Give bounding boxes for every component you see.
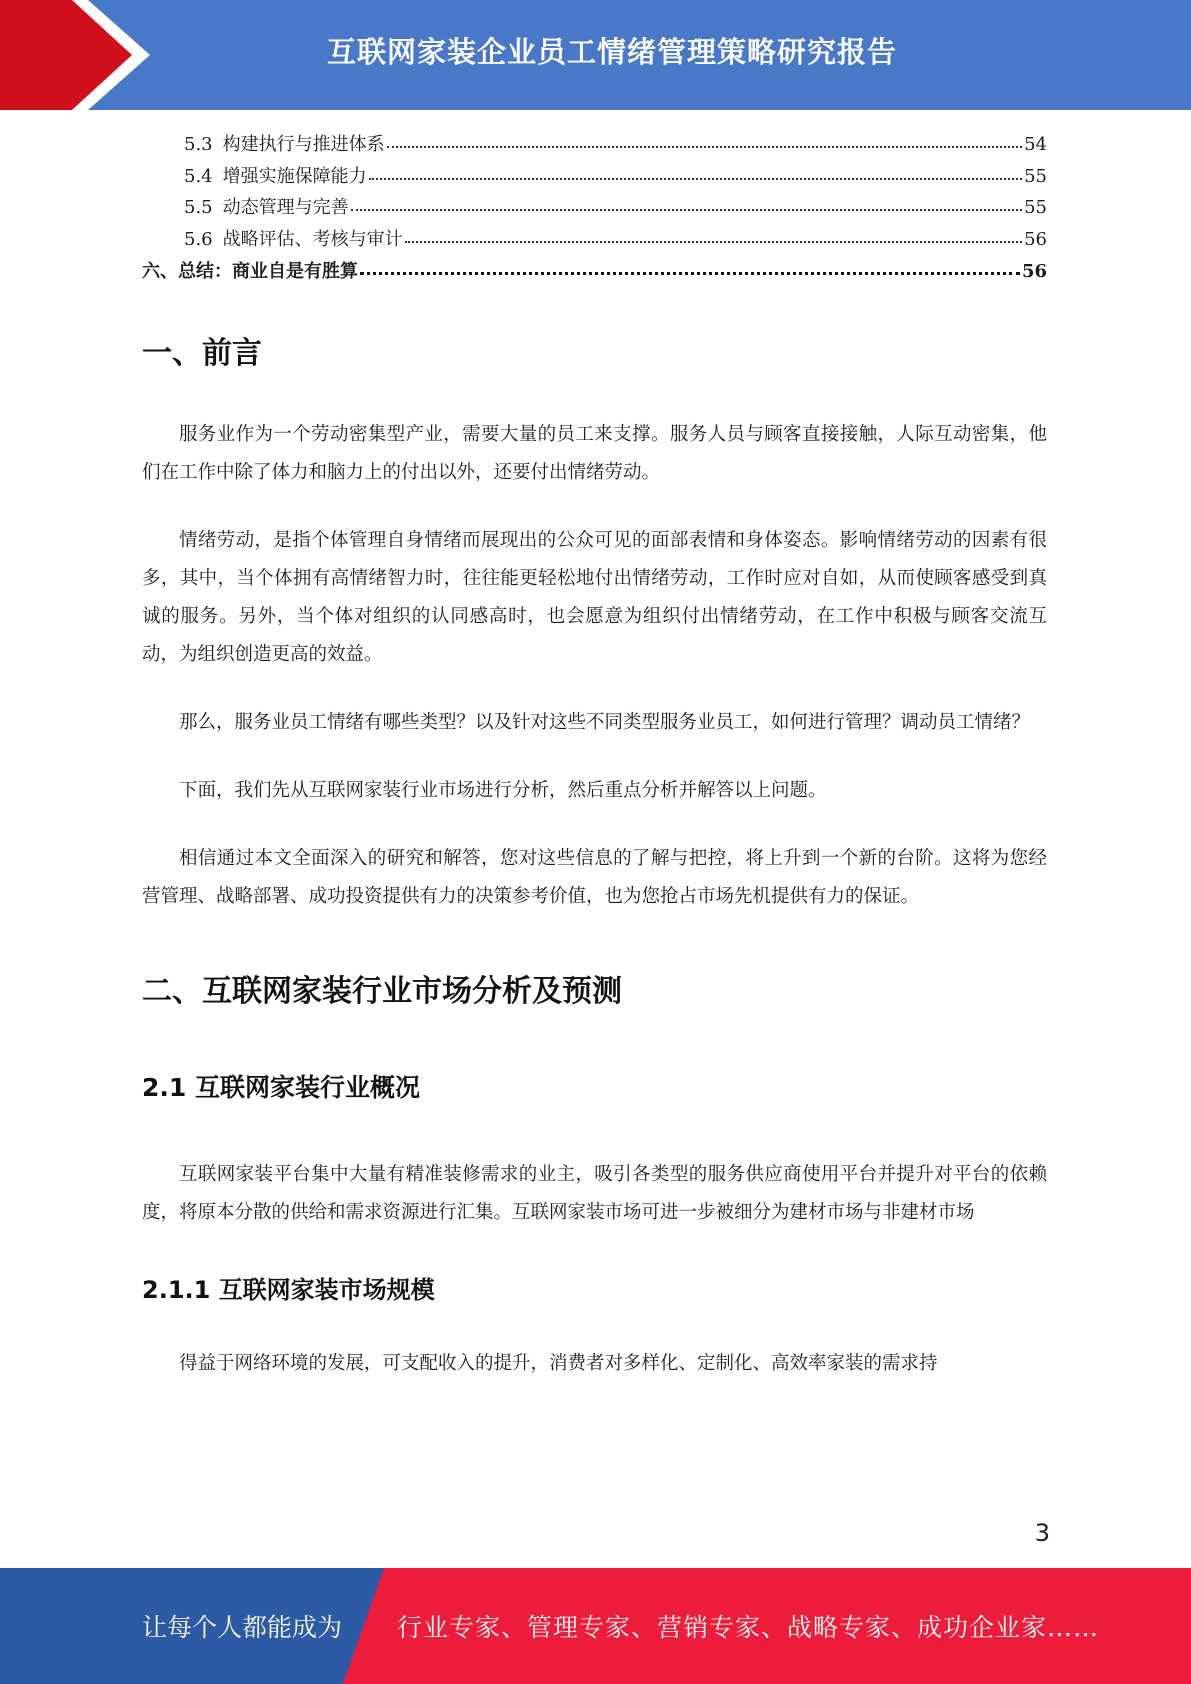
toc-entry-number: 5.4 (184, 165, 213, 187)
toc-entry-page: 55 (1024, 197, 1047, 218)
subsection-heading-market-size: 2.1.1 互联网家装市场规模 (142, 1275, 435, 1304)
body-paragraph: 情绪劳动，是指个体管理自身情绪而展现出的公众可见的面部表情和身体姿态。影响情绪劳动的因素有很多，其中，当个体拥有高情绪智力时，往往能更轻松地付出情绪劳动，工作时应对自如，从而使顾客感受到真诚的服务。另外，当个体对组织的认同感高时，也会愿意为组织付出情绪劳动，在工作中积极与顾客交流互动，为组织创造更高的效益。 (142, 529, 1047, 665)
toc-entry[interactable] (142, 223, 1047, 255)
toc-entry-text: 六、总结：商业自是有胜算 (142, 261, 358, 282)
toc-entry-text: 动态管理与完善 (222, 197, 349, 218)
table-of-contents (142, 128, 1047, 286)
footer-banner (0, 1568, 1191, 1684)
toc-entry-text: 增强实施保障能力 (222, 165, 367, 187)
footer-slogan-lead: 让每个人都能成为 (142, 1613, 343, 1642)
toc-entry-page: 55 (1024, 165, 1047, 187)
body-paragraph: 下面，我们先从互联网家装行业市场进行分析，然后重点分析并解答以上问题。 (179, 779, 827, 801)
toc-entry-number: 5.3 (184, 134, 213, 155)
toc-entry-page: 54 (1024, 134, 1047, 155)
toc-leader-dots (351, 189, 1022, 211)
toc-entry[interactable] (142, 191, 1047, 223)
toc-leader-dots (369, 158, 1022, 180)
header-banner (0, 0, 1191, 110)
toc-entry[interactable] (142, 128, 1047, 160)
body-paragraph: 互联网家装平台集中大量有精准装修需求的业主，吸引各类型的服务供应商使用平台并提升对平台的依赖度，将原本分散的供给和需求资源进行汇集。互联网家装市场可进一步被细分为建材市场与非建材市场 (142, 1163, 1047, 1223)
page-number: 3 (1034, 1519, 1050, 1547)
body-paragraph: 那么，服务业员工情绪有哪些类型？以及针对这些不同类型服务业员工，如何进行管理？调动员工情绪？ (179, 711, 1031, 733)
toc-entry[interactable] (142, 160, 1047, 192)
toc-entry-number: 5.6 (184, 228, 213, 250)
section-heading-preface: 一、前言 (142, 335, 262, 371)
body-paragraph: 相信通过本文全面深入的研究和解答，您对这些信息的了解与把控，将上升到一个新的台阶。这将为您经营管理、战略部署、成功投资提供有力的决策参考价值，也为您抢占市场先机提供有力的保证。 (142, 847, 1047, 907)
body-paragraph: 得益于网络环境的发展，可支配收入的提升，消费者对多样化、定制化、高效率家装的需求持 (179, 1352, 938, 1374)
toc-entry-page: 56 (1021, 261, 1047, 282)
toc-entry-number: 5.5 (184, 197, 213, 218)
subsection-heading-overview: 2.1 互联网家装行业概况 (142, 1072, 420, 1102)
page-content (142, 128, 1047, 1383)
toc-entry-text: 战略评估、考核与审计 (222, 228, 403, 250)
toc-leader-dots (405, 221, 1022, 243)
footer-slogan-roles: 行业专家、管理专家、营销专家、战略专家、成功企业家…… (397, 1613, 1100, 1642)
document-title: 互联网家装企业员工情绪管理策略研究报告 (326, 34, 897, 69)
toc-entry-chapter[interactable] (142, 254, 1047, 286)
toc-leader-dots (387, 126, 1022, 148)
toc-entry-page: 56 (1024, 228, 1047, 250)
toc-leader-dots (360, 252, 1020, 275)
section-heading-market-analysis: 二、互联网家装行业市场分析及预测 (142, 973, 622, 1009)
toc-entry-text: 构建执行与推进体系 (222, 134, 385, 155)
body-paragraph: 服务业作为一个劳动密集型产业，需要大量的员工来支撑。服务人员与顾客直接接触，人际互动密集，他们在工作中除了体力和脑力上的付出以外，还要付出情绪劳动。 (142, 423, 1047, 483)
